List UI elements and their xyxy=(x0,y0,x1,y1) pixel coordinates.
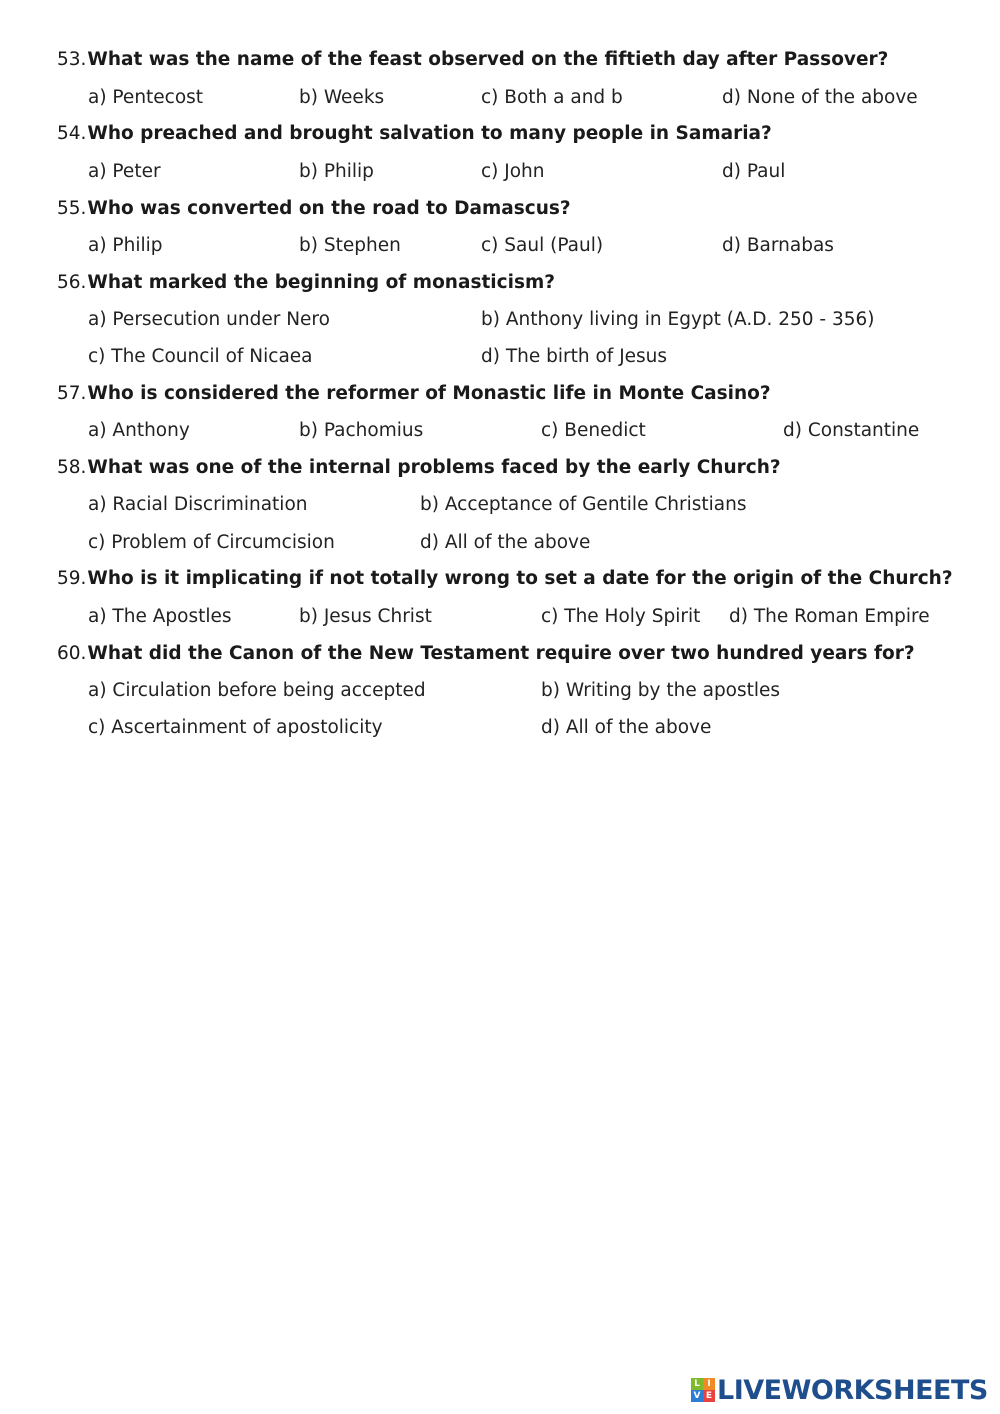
option-c: c) Saul (Paul) xyxy=(481,235,604,256)
option-c: c) John xyxy=(481,161,545,182)
option-c: c) Ascertainment of apostolicity xyxy=(88,717,383,738)
option-b: b) Weeks xyxy=(299,87,385,108)
option-b: b) Anthony living in Egypt (A.D. 250 - 356) xyxy=(481,309,875,330)
option-b: b) Stephen xyxy=(299,235,401,256)
question-number: 58. xyxy=(57,457,87,478)
question-55 xyxy=(57,197,571,221)
logo-mark-l: L xyxy=(691,1378,703,1390)
option-d: d) Constantine xyxy=(783,420,920,441)
question-number: 55. xyxy=(57,198,87,219)
option-b: b) Pachomius xyxy=(299,420,424,441)
logo-mark-i: I xyxy=(703,1378,715,1390)
option-d: d) Paul xyxy=(722,161,786,182)
question-57 xyxy=(57,382,771,406)
question-text: What did the Canon of the New Testament require over two hundred years for? xyxy=(87,643,915,664)
question-number: 60. xyxy=(57,643,87,664)
option-b: b) Writing by the apostles xyxy=(541,680,781,701)
option-d: d) The Roman Empire xyxy=(729,606,930,627)
question-56 xyxy=(57,271,555,295)
option-d: d) All of the above xyxy=(541,717,712,738)
option-a: a) Anthony xyxy=(88,420,190,441)
question-text: Who was converted on the road to Damascus? xyxy=(87,198,571,219)
option-a: a) The Apostles xyxy=(88,606,232,627)
question-text: What was one of the internal problems faced by the early Church? xyxy=(87,457,781,478)
option-b: b) Philip xyxy=(299,161,374,182)
question-53 xyxy=(57,48,888,72)
question-number: 57. xyxy=(57,383,87,404)
option-a: a) Circulation before being accepted xyxy=(88,680,426,701)
option-c: c) Benedict xyxy=(541,420,646,441)
question-text: Who preached and brought salvation to many people in Samaria? xyxy=(87,123,772,144)
option-d: d) The birth of Jesus xyxy=(481,346,668,367)
question-text: Who is it implicating if not totally wrong to set a date for the origin of the Church? xyxy=(87,568,953,589)
logo-mark-e: E xyxy=(703,1390,715,1402)
question-58 xyxy=(57,456,781,480)
option-c: c) Problem of Circumcision xyxy=(88,532,335,553)
option-d: d) All of the above xyxy=(420,532,591,553)
question-text: Who is considered the reformer of Monastic life in Monte Casino? xyxy=(87,383,771,404)
option-d: d) Barnabas xyxy=(722,235,834,256)
liveworksheets-logo xyxy=(691,1374,988,1406)
option-d: d) None of the above xyxy=(722,87,918,108)
question-60 xyxy=(57,642,915,666)
logo-text: LIVEWORKSHEETS xyxy=(717,1374,988,1406)
question-59 xyxy=(57,567,953,591)
question-text: What was the name of the feast observed on the fiftieth day after Passover? xyxy=(87,49,889,70)
option-c: c) The Holy Spirit xyxy=(541,606,701,627)
logo-mark-icon xyxy=(691,1378,715,1402)
option-c: c) The Council of Nicaea xyxy=(88,346,313,367)
option-c: c) Both a and b xyxy=(481,87,623,108)
option-a: a) Philip xyxy=(88,235,163,256)
question-number: 54. xyxy=(57,123,87,144)
option-a: a) Racial Discrimination xyxy=(88,494,308,515)
option-b: b) Jesus Christ xyxy=(299,606,432,627)
option-b: b) Acceptance of Gentile Christians xyxy=(420,494,747,515)
question-number: 56. xyxy=(57,272,87,293)
option-a: a) Persecution under Nero xyxy=(88,309,330,330)
logo-mark-v: V xyxy=(691,1390,703,1402)
option-a: a) Pentecost xyxy=(88,87,204,108)
question-54 xyxy=(57,122,772,146)
question-number: 53. xyxy=(57,49,87,70)
question-number: 59. xyxy=(57,568,87,589)
question-text: What marked the beginning of monasticism? xyxy=(87,272,555,293)
option-a: a) Peter xyxy=(88,161,161,182)
